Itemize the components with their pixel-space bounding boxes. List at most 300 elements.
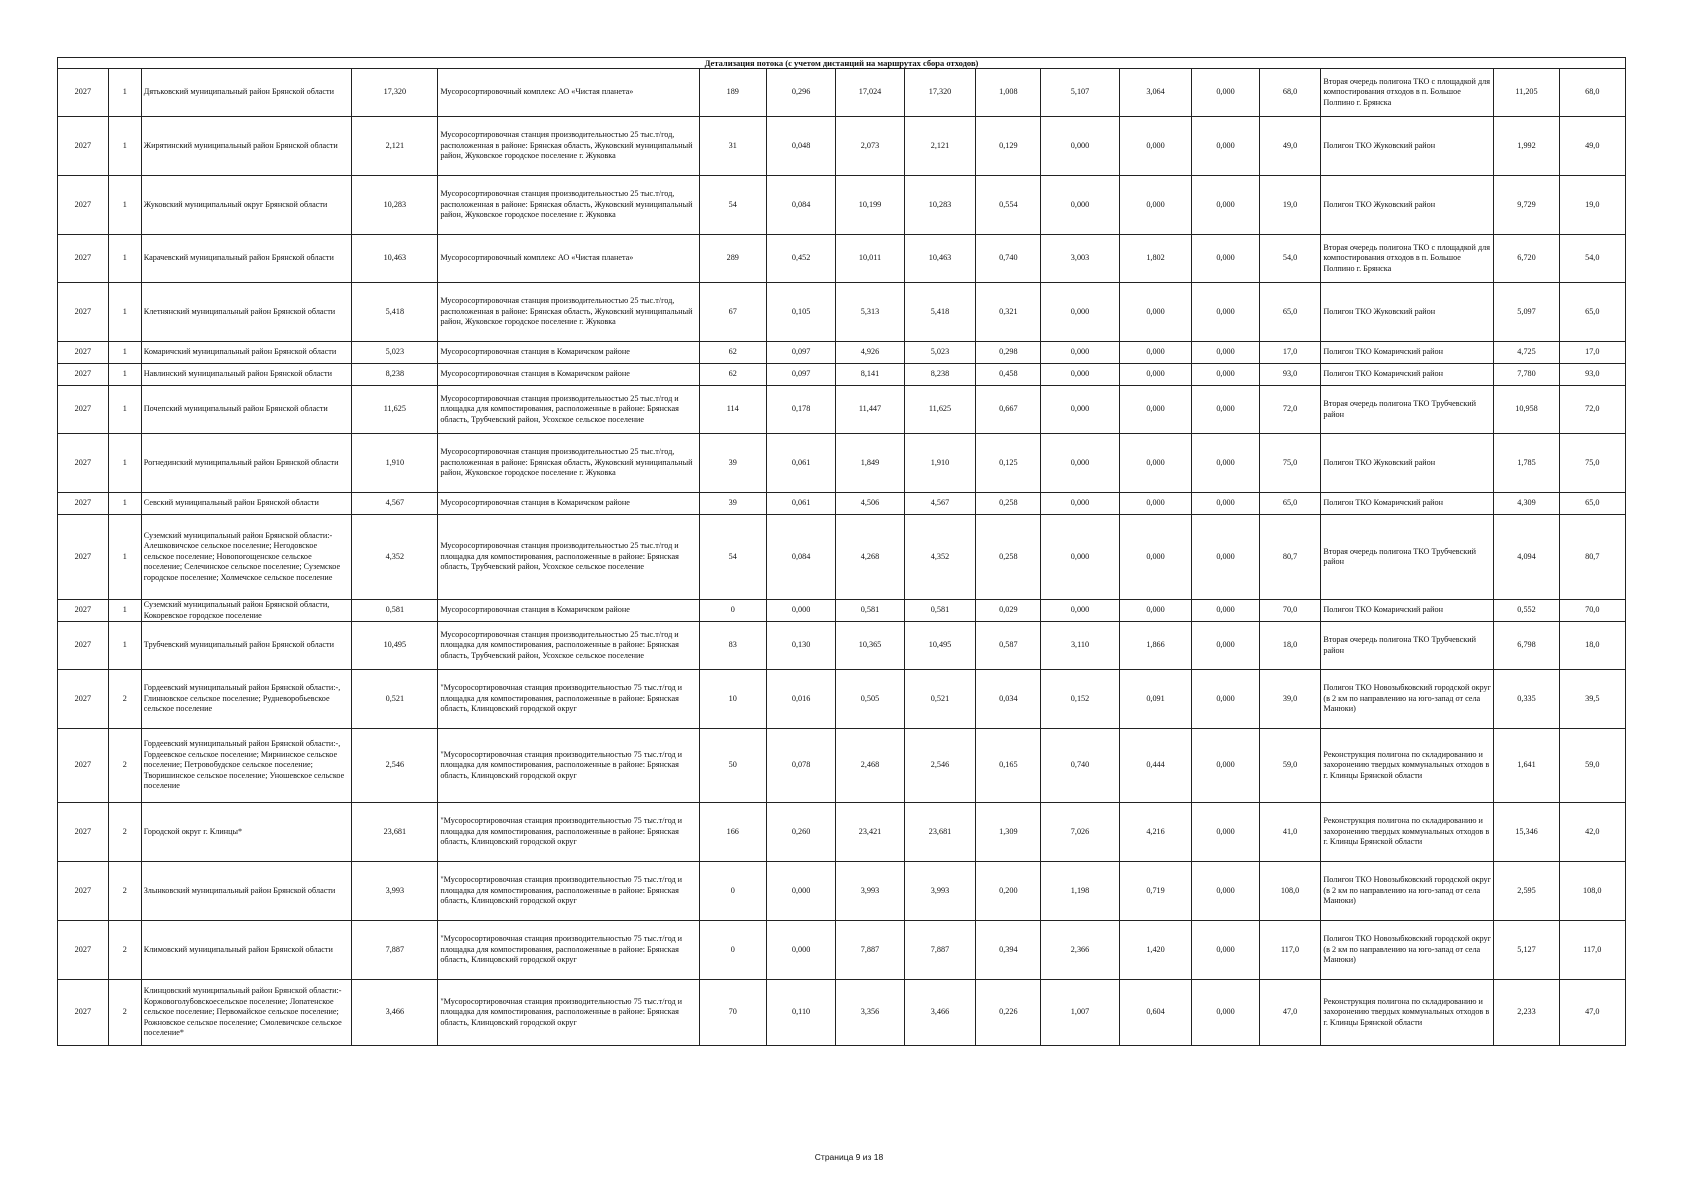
- table-row: [58, 342, 1626, 364]
- page-number: Страница 9 из 18: [814, 1152, 884, 1162]
- value-cell: 0,165: [976, 729, 1041, 803]
- value-cell: 0,719: [1119, 862, 1192, 921]
- value-cell: 0,000: [1192, 283, 1259, 342]
- value-cell: 65,0: [1259, 283, 1321, 342]
- value-cell: 0,034: [976, 670, 1041, 729]
- value-cell: 0,110: [766, 980, 835, 1046]
- value-cell: 0,587: [976, 622, 1041, 670]
- table-title: Детализация потока (с учетом дистанций на маршрутах сбора отходов): [58, 58, 1626, 69]
- value-cell: 0,000: [1119, 515, 1192, 600]
- value-cell: 4,094: [1494, 515, 1559, 600]
- municipality-cell: Дятьковский муниципальный район Брянской области: [141, 69, 352, 117]
- value-cell: 0,048: [766, 117, 835, 176]
- year-cell: 2027: [58, 921, 109, 980]
- distance-cell: 10: [699, 670, 766, 729]
- value-cell: 10,283: [904, 176, 976, 235]
- value-cell: 0,125: [976, 434, 1041, 493]
- destination-cell: Полигон ТКО Новозыбковский городской округ (в 2 км по направлению на юго-запад от села Манюки): [1321, 921, 1494, 980]
- value-cell: 3,003: [1041, 235, 1119, 283]
- destination-cell: Полигон ТКО Жуковский район: [1321, 283, 1494, 342]
- value-cell: 19,0: [1559, 176, 1625, 235]
- destination-cell: Вторая очередь полигона ТКО Трубчевский район: [1321, 622, 1494, 670]
- value-cell: 0,321: [976, 283, 1041, 342]
- value-cell: 0,000: [1192, 921, 1259, 980]
- value-cell: 0,581: [836, 600, 904, 622]
- facility-cell: "Мусоросортировочная станция производительностью 75 тыс.т/год и площадка для компостирования, расположенные в районе: Брянская область, Клинцовский городской округ: [438, 862, 699, 921]
- volume-cell: 5,418: [352, 283, 438, 342]
- value-cell: 68,0: [1259, 69, 1321, 117]
- value-cell: 93,0: [1559, 364, 1625, 386]
- value-cell: 4,352: [904, 515, 976, 600]
- table-row: [58, 921, 1626, 980]
- volume-cell: 10,283: [352, 176, 438, 235]
- value-cell: 117,0: [1559, 921, 1625, 980]
- volume-cell: 4,352: [352, 515, 438, 600]
- value-cell: 54,0: [1559, 235, 1625, 283]
- destination-cell: Полигон ТКО Комаричский район: [1321, 342, 1494, 364]
- value-cell: 23,421: [836, 803, 904, 862]
- value-cell: 65,0: [1559, 283, 1625, 342]
- value-cell: 3,993: [836, 862, 904, 921]
- value-cell: 0,000: [1119, 342, 1192, 364]
- value-cell: 0,000: [1119, 117, 1192, 176]
- value-cell: 59,0: [1559, 729, 1625, 803]
- volume-cell: 10,495: [352, 622, 438, 670]
- table-row: [58, 729, 1626, 803]
- value-cell: 2,468: [836, 729, 904, 803]
- value-cell: 0,226: [976, 980, 1041, 1046]
- value-cell: 6,798: [1494, 622, 1559, 670]
- value-cell: 0,152: [1041, 670, 1119, 729]
- municipality-cell: Суземский муниципальный район Брянской области:- Алешковичское сельское поселение; Негодовское сельское поселение; Новопогощенское сельское поселение; Селечинское сельское поселение; Суземское городское поселение; Холмечское сельское поселение: [141, 515, 352, 600]
- volume-cell: 0,521: [352, 670, 438, 729]
- destination-cell: Полигон ТКО Комаричский район: [1321, 600, 1494, 622]
- value-cell: 0,061: [766, 493, 835, 515]
- table-row: [58, 980, 1626, 1046]
- value-cell: 0,452: [766, 235, 835, 283]
- value-cell: 19,0: [1259, 176, 1321, 235]
- distance-cell: 54: [699, 515, 766, 600]
- value-cell: 0,000: [1192, 434, 1259, 493]
- value-cell: 80,7: [1259, 515, 1321, 600]
- value-cell: 0,029: [976, 600, 1041, 622]
- table-row: [58, 176, 1626, 235]
- facility-cell: Мусоросортировочная станция в Комаричском районе: [438, 342, 699, 364]
- table-row: [58, 283, 1626, 342]
- value-cell: 0,000: [1192, 493, 1259, 515]
- value-cell: 1,802: [1119, 235, 1192, 283]
- value-cell: 108,0: [1259, 862, 1321, 921]
- value-cell: 0,000: [1041, 386, 1119, 434]
- value-cell: 2,121: [904, 117, 976, 176]
- value-cell: 75,0: [1259, 434, 1321, 493]
- year-cell: 2027: [58, 283, 109, 342]
- value-cell: 39,5: [1559, 670, 1625, 729]
- municipality-cell: Трубчевский муниципальный район Брянской области: [141, 622, 352, 670]
- table-row: [58, 862, 1626, 921]
- value-cell: 0,667: [976, 386, 1041, 434]
- value-cell: 4,926: [836, 342, 904, 364]
- municipality-cell: Севский муниципальный район Брянской области: [141, 493, 352, 515]
- year-cell: 2027: [58, 670, 109, 729]
- distance-cell: 62: [699, 364, 766, 386]
- value-cell: 4,268: [836, 515, 904, 600]
- value-cell: 23,681: [904, 803, 976, 862]
- destination-cell: Реконструкция полигона по складированию и захоронению твердых коммунальных отходов в г. Клинцы Брянской области: [1321, 729, 1494, 803]
- value-cell: 72,0: [1259, 386, 1321, 434]
- value-cell: 1,910: [904, 434, 976, 493]
- value-cell: 0,000: [1192, 342, 1259, 364]
- value-cell: 0,260: [766, 803, 835, 862]
- value-cell: 1,420: [1119, 921, 1192, 980]
- municipality-cell: Комаричский муниципальный район Брянской области: [141, 342, 352, 364]
- value-cell: 59,0: [1259, 729, 1321, 803]
- zone-cell: 2: [108, 729, 141, 803]
- facility-cell: Мусоросортировочный комплекс АО «Чистая планета»: [438, 235, 699, 283]
- table-row: [58, 235, 1626, 283]
- volume-cell: 10,463: [352, 235, 438, 283]
- volume-cell: 23,681: [352, 803, 438, 862]
- value-cell: 10,011: [836, 235, 904, 283]
- volume-cell: 7,887: [352, 921, 438, 980]
- value-cell: 7,780: [1494, 364, 1559, 386]
- value-cell: 2,233: [1494, 980, 1559, 1046]
- zone-cell: 1: [108, 176, 141, 235]
- value-cell: 0,000: [1119, 493, 1192, 515]
- value-cell: 3,466: [904, 980, 976, 1046]
- volume-cell: 4,567: [352, 493, 438, 515]
- value-cell: 0,016: [766, 670, 835, 729]
- value-cell: 1,309: [976, 803, 1041, 862]
- value-cell: 54,0: [1259, 235, 1321, 283]
- value-cell: 0,000: [1192, 117, 1259, 176]
- facility-cell: "Мусоросортировочная станция производительностью 75 тыс.т/год и площадка для компостирования, расположенные в районе: Брянская область, Клинцовский городской округ: [438, 921, 699, 980]
- municipality-cell: Карачевский муниципальный район Брянской области: [141, 235, 352, 283]
- value-cell: 10,958: [1494, 386, 1559, 434]
- value-cell: 2,366: [1041, 921, 1119, 980]
- value-cell: 1,198: [1041, 862, 1119, 921]
- value-cell: 0,505: [836, 670, 904, 729]
- value-cell: 41,0: [1259, 803, 1321, 862]
- table-row: [58, 622, 1626, 670]
- municipality-cell: Городской округ г. Клинцы*: [141, 803, 352, 862]
- distance-cell: 83: [699, 622, 766, 670]
- municipality-cell: Гордеевский муниципальный район Брянской области:-, Гордеевское сельское поселение; Мирнинское сельское поселение; Петровобудское сельское поселение; Творишинское сельское поселение; Уношевское сельское поселение: [141, 729, 352, 803]
- value-cell: 0,000: [766, 862, 835, 921]
- year-cell: 2027: [58, 515, 109, 600]
- value-cell: 8,238: [904, 364, 976, 386]
- zone-cell: 1: [108, 235, 141, 283]
- volume-cell: 0,581: [352, 600, 438, 622]
- value-cell: 93,0: [1259, 364, 1321, 386]
- value-cell: 2,546: [904, 729, 976, 803]
- value-cell: 1,641: [1494, 729, 1559, 803]
- table-row: [58, 69, 1626, 117]
- value-cell: 0,200: [976, 862, 1041, 921]
- value-cell: 72,0: [1559, 386, 1625, 434]
- value-cell: 42,0: [1559, 803, 1625, 862]
- municipality-cell: Климовский муниципальный район Брянской области: [141, 921, 352, 980]
- value-cell: 10,365: [836, 622, 904, 670]
- value-cell: 0,084: [766, 176, 835, 235]
- facility-cell: Мусоросортировочная станция в Комаричском районе: [438, 493, 699, 515]
- value-cell: 7,887: [836, 921, 904, 980]
- value-cell: 0,000: [1119, 176, 1192, 235]
- value-cell: 4,567: [904, 493, 976, 515]
- zone-cell: 1: [108, 600, 141, 622]
- value-cell: 11,205: [1494, 69, 1559, 117]
- distance-cell: 166: [699, 803, 766, 862]
- facility-cell: "Мусоросортировочная станция производительностью 75 тыс.т/год и площадка для компостирования, расположенные в районе: Брянская область, Клинцовский городской округ: [438, 803, 699, 862]
- value-cell: 0,097: [766, 342, 835, 364]
- value-cell: 0,000: [1192, 862, 1259, 921]
- value-cell: 2,073: [836, 117, 904, 176]
- value-cell: 7,026: [1041, 803, 1119, 862]
- value-cell: 3,064: [1119, 69, 1192, 117]
- volume-cell: 3,993: [352, 862, 438, 921]
- value-cell: 17,0: [1259, 342, 1321, 364]
- value-cell: 0,296: [766, 69, 835, 117]
- value-cell: 0,000: [1192, 980, 1259, 1046]
- distance-cell: 0: [699, 862, 766, 921]
- destination-cell: Реконструкция полигона по складированию и захоронению твердых коммунальных отходов в г. Клинцы Брянской области: [1321, 803, 1494, 862]
- value-cell: 4,725: [1494, 342, 1559, 364]
- value-cell: 0,444: [1119, 729, 1192, 803]
- value-cell: 70,0: [1559, 600, 1625, 622]
- zone-cell: 1: [108, 117, 141, 176]
- value-cell: 0,000: [1041, 342, 1119, 364]
- value-cell: 49,0: [1559, 117, 1625, 176]
- destination-cell: Полигон ТКО Комаричский район: [1321, 364, 1494, 386]
- distance-cell: 0: [699, 600, 766, 622]
- value-cell: 10,463: [904, 235, 976, 283]
- value-cell: 1,992: [1494, 117, 1559, 176]
- value-cell: 0,000: [1041, 600, 1119, 622]
- zone-cell: 1: [108, 515, 141, 600]
- facility-cell: "Мусоросортировочная станция производительностью 75 тыс.т/год и площадка для компостирования, расположенные в районе: Брянская область, Клинцовский городской округ: [438, 980, 699, 1046]
- value-cell: 6,720: [1494, 235, 1559, 283]
- distance-cell: 39: [699, 434, 766, 493]
- value-cell: 0,000: [1041, 364, 1119, 386]
- value-cell: 0,091: [1119, 670, 1192, 729]
- value-cell: 0,000: [1192, 670, 1259, 729]
- year-cell: 2027: [58, 729, 109, 803]
- table-row: [58, 670, 1626, 729]
- value-cell: 0,000: [1119, 283, 1192, 342]
- year-cell: 2027: [58, 364, 109, 386]
- value-cell: 0,000: [1192, 600, 1259, 622]
- value-cell: 65,0: [1559, 493, 1625, 515]
- year-cell: 2027: [58, 235, 109, 283]
- facility-cell: Мусоросортировочная станция производительностью 25 тыс.т/год, расположенная в районе: Брянская область, Жуковский муниципальный район, Жуковское городское поселение г. Жуковка: [438, 283, 699, 342]
- value-cell: 108,0: [1559, 862, 1625, 921]
- value-cell: 5,418: [904, 283, 976, 342]
- value-cell: 80,7: [1559, 515, 1625, 600]
- table-row: [58, 386, 1626, 434]
- table-row: [58, 364, 1626, 386]
- municipality-cell: Навлинский муниципальный район Брянской области: [141, 364, 352, 386]
- volume-cell: 8,238: [352, 364, 438, 386]
- value-cell: 0,000: [1041, 117, 1119, 176]
- table-title-row: [58, 58, 1626, 69]
- facility-cell: Мусоросортировочная станция производительностью 25 тыс.т/год, расположенная в районе: Брянская область, Жуковский муниципальный район, Жуковское городское поселение г. Жуковка: [438, 434, 699, 493]
- value-cell: 4,309: [1494, 493, 1559, 515]
- value-cell: 0,130: [766, 622, 835, 670]
- year-cell: 2027: [58, 803, 109, 862]
- destination-cell: Полигон ТКО Комаричский район: [1321, 493, 1494, 515]
- year-cell: 2027: [58, 176, 109, 235]
- document-page: [57, 57, 1626, 1046]
- value-cell: 10,199: [836, 176, 904, 235]
- value-cell: 70,0: [1259, 600, 1321, 622]
- volume-cell: 3,466: [352, 980, 438, 1046]
- facility-cell: Мусоросортировочная станция производительностью 25 тыс.т/год, расположенная в районе: Брянская область, Жуковский муниципальный район, Жуковское городское поселение г. Жуковка: [438, 176, 699, 235]
- value-cell: 0,604: [1119, 980, 1192, 1046]
- value-cell: 1,866: [1119, 622, 1192, 670]
- zone-cell: 1: [108, 69, 141, 117]
- year-cell: 2027: [58, 862, 109, 921]
- value-cell: 1,785: [1494, 434, 1559, 493]
- destination-cell: Полигон ТКО Жуковский район: [1321, 117, 1494, 176]
- value-cell: 0,258: [976, 493, 1041, 515]
- volume-cell: 17,320: [352, 69, 438, 117]
- municipality-cell: Жуковский муниципальный округ Брянской области: [141, 176, 352, 235]
- destination-cell: Полигон ТКО Новозыбковский городской округ (в 2 км по направлению на юго-запад от села Манюки): [1321, 862, 1494, 921]
- value-cell: 4,216: [1119, 803, 1192, 862]
- municipality-cell: Рогнединский муниципальный район Брянской области: [141, 434, 352, 493]
- volume-cell: 1,910: [352, 434, 438, 493]
- value-cell: 65,0: [1259, 493, 1321, 515]
- value-cell: 0,084: [766, 515, 835, 600]
- zone-cell: 2: [108, 980, 141, 1046]
- year-cell: 2027: [58, 69, 109, 117]
- value-cell: 0,521: [904, 670, 976, 729]
- table-row: [58, 600, 1626, 622]
- municipality-cell: Клинцовский муниципальный район Брянской области:-Коржовоголубовскоесельское поселение; Лопатенское сельское поселение; Первомайское сельское поселение; Рожновское сельское поселение; Смолевичское сельское поселение*: [141, 980, 352, 1046]
- facility-cell: Мусоросортировочный комплекс АО «Чистая планета»: [438, 69, 699, 117]
- value-cell: 0,394: [976, 921, 1041, 980]
- volume-cell: 2,546: [352, 729, 438, 803]
- year-cell: 2027: [58, 622, 109, 670]
- zone-cell: 1: [108, 364, 141, 386]
- destination-cell: Полигон ТКО Новозыбковский городской округ (в 2 км по направлению на юго-запад от села Манюки): [1321, 670, 1494, 729]
- distance-cell: 0: [699, 921, 766, 980]
- distance-cell: 62: [699, 342, 766, 364]
- value-cell: 18,0: [1559, 622, 1625, 670]
- value-cell: 0,000: [1119, 364, 1192, 386]
- zone-cell: 1: [108, 283, 141, 342]
- value-cell: 0,078: [766, 729, 835, 803]
- value-cell: 5,127: [1494, 921, 1559, 980]
- facility-cell: Мусоросортировочная станция в Комаричском районе: [438, 364, 699, 386]
- facility-cell: Мусоросортировочная станция в Комаричском районе: [438, 600, 699, 622]
- value-cell: 0,000: [1192, 176, 1259, 235]
- value-cell: 1,007: [1041, 980, 1119, 1046]
- distance-cell: 70: [699, 980, 766, 1046]
- volume-cell: 5,023: [352, 342, 438, 364]
- value-cell: 4,506: [836, 493, 904, 515]
- value-cell: 15,346: [1494, 803, 1559, 862]
- value-cell: 3,356: [836, 980, 904, 1046]
- value-cell: 10,495: [904, 622, 976, 670]
- value-cell: 49,0: [1259, 117, 1321, 176]
- value-cell: 1,008: [976, 69, 1041, 117]
- distance-cell: 189: [699, 69, 766, 117]
- year-cell: 2027: [58, 493, 109, 515]
- zone-cell: 1: [108, 342, 141, 364]
- value-cell: 3,993: [904, 862, 976, 921]
- value-cell: 0,554: [976, 176, 1041, 235]
- value-cell: 0,581: [904, 600, 976, 622]
- value-cell: 0,000: [1041, 283, 1119, 342]
- zone-cell: 1: [108, 386, 141, 434]
- value-cell: 0,000: [1041, 493, 1119, 515]
- value-cell: 0,000: [1192, 803, 1259, 862]
- municipality-cell: Злынковский муниципальный район Брянской области: [141, 862, 352, 921]
- facility-cell: "Мусоросортировочная станция производительностью 75 тыс.т/год и площадка для компостирования, расположенные в районе: Брянская область, Клинцовский городской округ: [438, 729, 699, 803]
- value-cell: 68,0: [1559, 69, 1625, 117]
- table-row: [58, 117, 1626, 176]
- table-row: [58, 803, 1626, 862]
- value-cell: 0,298: [976, 342, 1041, 364]
- value-cell: 0,000: [1119, 434, 1192, 493]
- zone-cell: 2: [108, 921, 141, 980]
- value-cell: 0,000: [1192, 235, 1259, 283]
- value-cell: 9,729: [1494, 176, 1559, 235]
- value-cell: 0,000: [1041, 176, 1119, 235]
- value-cell: 0,000: [1192, 386, 1259, 434]
- value-cell: 0,178: [766, 386, 835, 434]
- value-cell: 47,0: [1259, 980, 1321, 1046]
- distance-cell: 289: [699, 235, 766, 283]
- value-cell: 0,097: [766, 364, 835, 386]
- value-cell: 0,000: [1192, 622, 1259, 670]
- destination-cell: Реконструкция полигона по складированию и захоронению твердых коммунальных отходов в г. Клинцы Брянской области: [1321, 980, 1494, 1046]
- year-cell: 2027: [58, 386, 109, 434]
- value-cell: 0,335: [1494, 670, 1559, 729]
- zone-cell: 2: [108, 670, 141, 729]
- destination-cell: Полигон ТКО Жуковский район: [1321, 176, 1494, 235]
- value-cell: 5,107: [1041, 69, 1119, 117]
- destination-cell: Вторая очередь полигона ТКО Трубчевский район: [1321, 515, 1494, 600]
- value-cell: 0,129: [976, 117, 1041, 176]
- destination-cell: Полигон ТКО Жуковский район: [1321, 434, 1494, 493]
- value-cell: 0,552: [1494, 600, 1559, 622]
- value-cell: 5,097: [1494, 283, 1559, 342]
- zone-cell: 1: [108, 434, 141, 493]
- zone-cell: 2: [108, 862, 141, 921]
- value-cell: 0,000: [1192, 515, 1259, 600]
- value-cell: 2,595: [1494, 862, 1559, 921]
- value-cell: 17,024: [836, 69, 904, 117]
- value-cell: 39,0: [1259, 670, 1321, 729]
- municipality-cell: Суземский муниципальный район Брянской области, Кокоревское городское поселение: [141, 600, 352, 622]
- value-cell: 3,110: [1041, 622, 1119, 670]
- value-cell: 0,000: [1119, 600, 1192, 622]
- value-cell: 8,141: [836, 364, 904, 386]
- value-cell: 47,0: [1559, 980, 1625, 1046]
- table-row: [58, 434, 1626, 493]
- value-cell: 0,061: [766, 434, 835, 493]
- volume-cell: 2,121: [352, 117, 438, 176]
- value-cell: 0,000: [1192, 69, 1259, 117]
- value-cell: 0,000: [1041, 515, 1119, 600]
- distance-cell: 39: [699, 493, 766, 515]
- value-cell: 0,458: [976, 364, 1041, 386]
- table-row: [58, 515, 1626, 600]
- value-cell: 17,320: [904, 69, 976, 117]
- year-cell: 2027: [58, 434, 109, 493]
